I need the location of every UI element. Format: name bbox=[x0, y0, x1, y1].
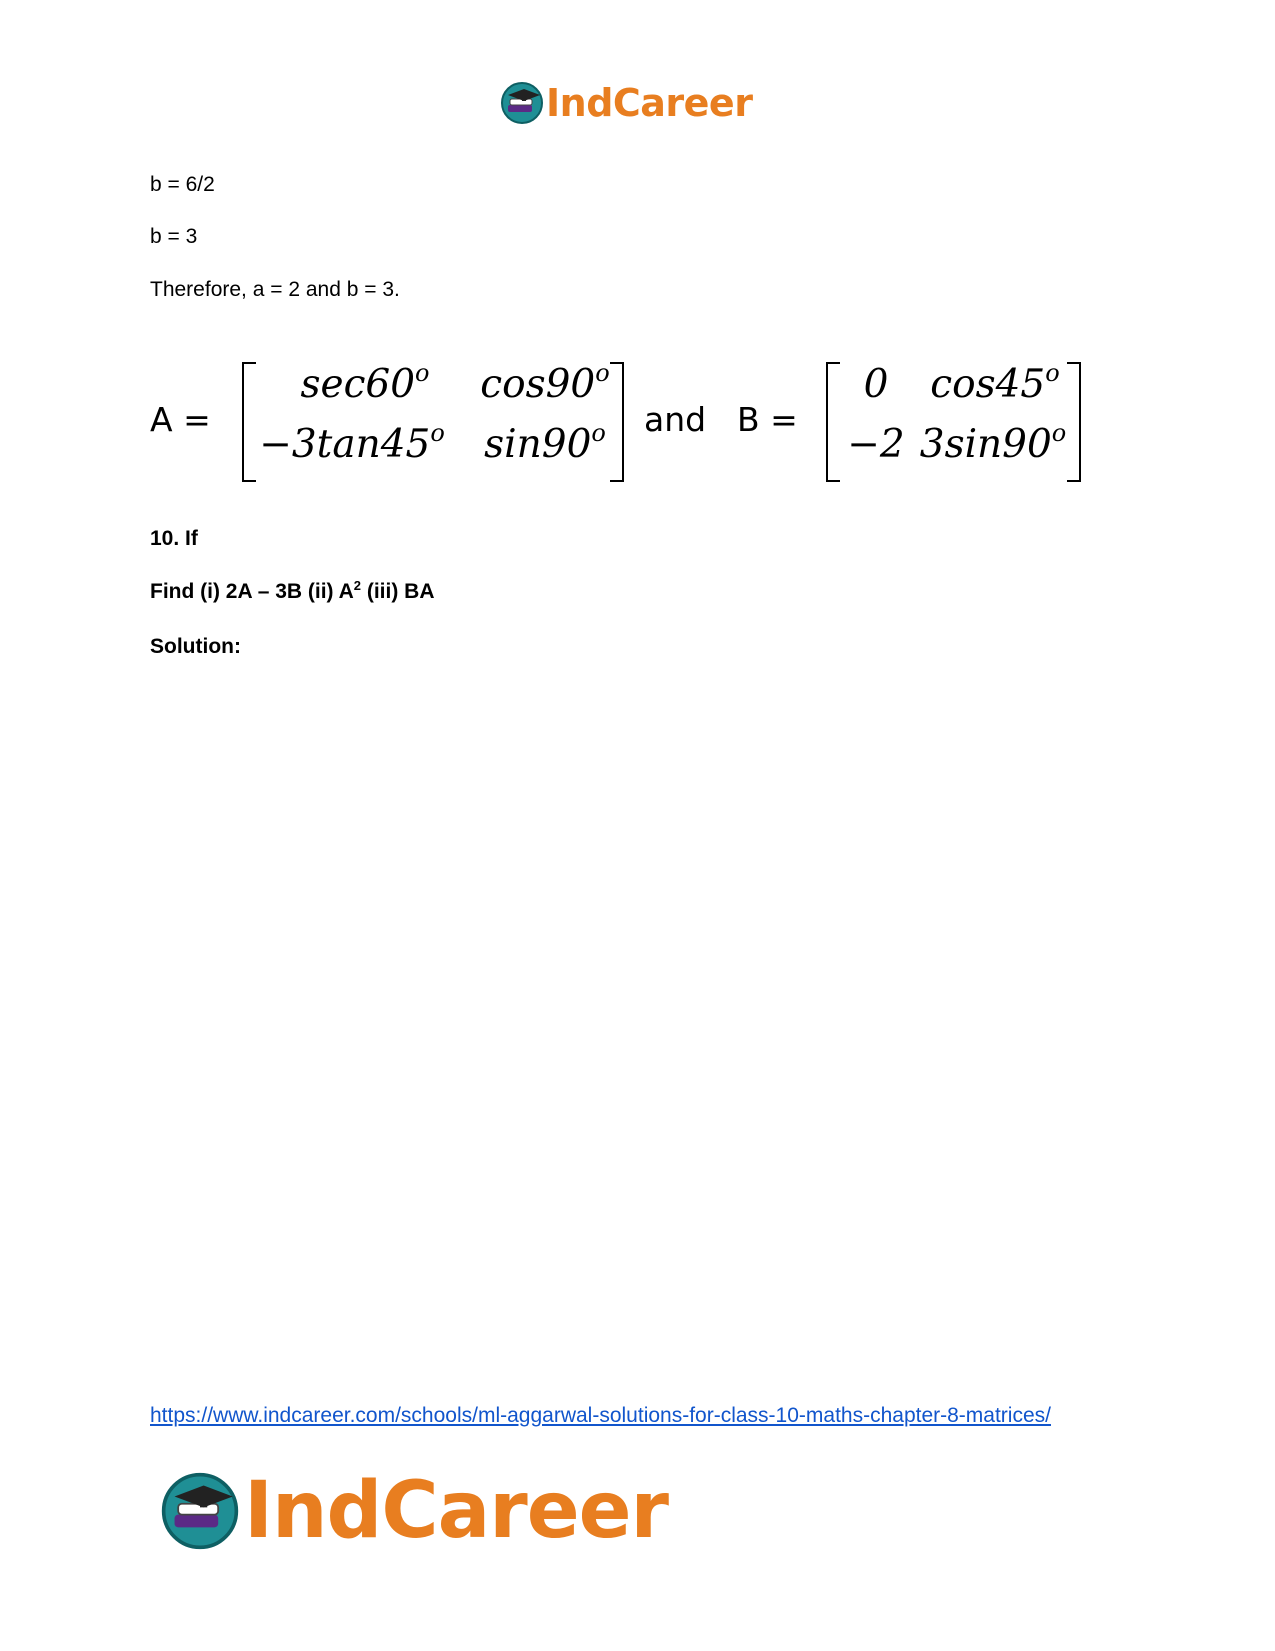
header-logo bbox=[500, 80, 752, 126]
matrix-a-cell-12: cos90$^o$ bbox=[480, 359, 610, 407]
question-number: 10. If bbox=[150, 527, 198, 550]
line-conclusion: Therefore, a = 2 and b = 3. bbox=[150, 278, 400, 301]
matrix-b-right-bracket bbox=[1067, 362, 1081, 482]
matrix-a-cell-21: $-3\tan 45^o$ bbox=[259, 419, 445, 467]
matrix-equation bbox=[150, 360, 1120, 488]
logo-text: IndCareer bbox=[244, 1466, 668, 1556]
line-b-fraction: b = 6/2 bbox=[150, 173, 215, 196]
graduation-books-icon bbox=[160, 1471, 240, 1551]
footer-logo bbox=[160, 1468, 668, 1554]
graduation-books-icon bbox=[500, 81, 544, 125]
logo-text: IndCareer bbox=[546, 81, 753, 125]
matrix-a-cell-22: sin90$^o$ bbox=[484, 419, 606, 467]
line-b-value: b = 3 bbox=[150, 225, 198, 248]
matrix-b-cell-22: 3sin90$^o$ bbox=[919, 419, 1067, 467]
question-find: Find (i) 2A – 3B (ii) $A^2$ (iii) BA bbox=[150, 578, 435, 603]
matrix-connector-and: and bbox=[644, 400, 707, 439]
matrix-a-right-bracket bbox=[610, 362, 624, 482]
solution-label: Solution: bbox=[150, 635, 241, 658]
source-url-link[interactable]: https://www.indcareer.com/schools/ml-aggarwal-solutions-for-class-10-maths-chapter-8-matrices/ bbox=[150, 1404, 1051, 1427]
matrix-b-cell-21: −2 bbox=[847, 422, 905, 467]
matrix-a-label: A = bbox=[150, 400, 211, 439]
matrix-b-cell-11: 0 bbox=[863, 362, 889, 407]
matrix-b-label: B = bbox=[737, 400, 798, 439]
matrix-b-cell-12: cos45$^o$ bbox=[930, 359, 1060, 407]
matrix-a-cell-11: sec60$^o$ bbox=[300, 359, 430, 407]
